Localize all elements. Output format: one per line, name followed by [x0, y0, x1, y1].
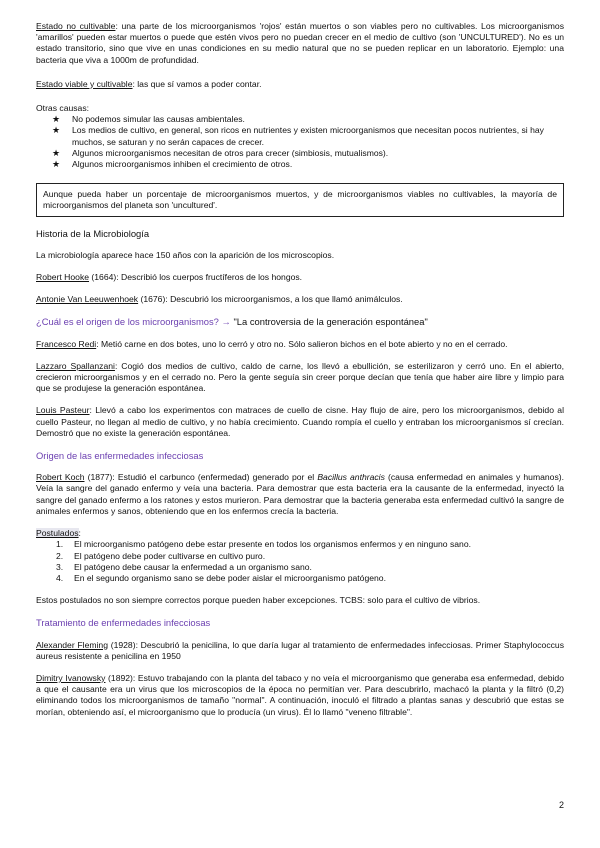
historia-intro: La microbiología aparece hace 150 años con la aparición de los microscopios. [36, 249, 335, 260]
summary-box-text: Aunque pueda haber un porcentaje de microorganismos muertos, y de microorganismos viables no cultivables, la mayoría de microorganismos del planeta son 'uncultured'. [43, 189, 557, 211]
name-koch: Robert Koch [36, 472, 85, 483]
star-icon: ★ [52, 114, 61, 125]
paragraph-viable-cultivable: Estado viable y cultivable: las que sí vamos a poder contar. [36, 78, 262, 89]
paragraph-spallanzani: Lazzaro Spallanzani: Cogió dos medios de cultivo, caldo de carne, los llevó a ebullición, se esterilizaron y cerró uno. En el abierto, crecieron microorganismos y en el cerrado no. Pero la gente seguía sin creer porque decían que tenía que haber aire libre y limpio para que se produjese la generación espontánea. [36, 360, 564, 394]
summary-box [36, 183, 564, 216]
name-fleming: Alexander Fleming [36, 639, 108, 650]
list-item: 4. En el segundo organismo sano se debe poder aislar el microorganismo patógeno. [56, 572, 386, 583]
name-pasteur: Louis Pasteur [36, 405, 90, 416]
term-viable-cultivable: Estado viable y cultivable [36, 78, 133, 89]
otras-causas-label: Otras causas: [36, 103, 90, 114]
name-hooke: Robert Hooke [36, 272, 90, 283]
postulados-list [36, 539, 564, 584]
paragraph-leeuwenhoek: Antonie Van Leeuwenhoek (1676): Descubrió los microorganismos, a los que llamó animálculos. [36, 294, 403, 305]
list-item: 2. El patógeno debe poder cultivarse en cultivo puro. [56, 550, 266, 561]
star-icon: ★ [52, 147, 61, 158]
name-spallanzani: Lazzaro Spallanzani [36, 360, 115, 371]
species-bacillus-anthracis: Bacillus anthracis [317, 472, 385, 483]
list-item: 3. El patógeno debe causar la enfermedad a un organismo sano. [56, 561, 312, 572]
list-item: 1. El microorganismo patógeno debe estar presente en todos los organismos enfermos y en ninguno sano. [56, 539, 471, 550]
paragraph-fleming: Alexander Fleming (1928): Descubrió la penicilina, lo que daría lugar al tratamiento de enfermedades infecciosas. Primer Staphylococcus aureus resistente a penicilina en 1950 [36, 639, 565, 661]
postulados-label: Postulados: [36, 528, 81, 539]
name-leeuwenhoek: Antonie Van Leeuwenhoek [36, 294, 139, 305]
list-item: ★ No podemos simular las causas ambientales. [52, 114, 245, 125]
section-heading-infecciosas: Origen de las enfermedades infecciosas [36, 450, 204, 462]
term-no-cultivable: Estado no cultivable [36, 21, 116, 31]
paragraph-pasteur: Louis Pasteur: Llevó a cabo los experimentos con matraces de cuello de cisne. Hay flujo de aire, pero los microorganismos, debido al cuello Pasteur, no llegan al medio de cultivo, y no había crecimiento. Cuando rompía el cuello y entraban los microorganismos sí crecían. Demostró que no existe la generación espontánea. [36, 405, 564, 438]
document-page [36, 21, 564, 718]
page-number: 2 [558, 800, 564, 810]
paragraph-hooke: Robert Hooke (1664): Describió los cuerpos fructíferos de los hongos. [36, 272, 303, 283]
otras-causas-list [36, 114, 564, 170]
paragraph-no-cultivable: Estado no cultivable: una parte de los microorganismos 'rojos' están muertos o son viables pero no cultivables. Los microorganismos 'amarillos' pueden estar muertos o puede que estén vivos pero no puedan crecer en el medio de cultivo (son 'UNCULTURED'). No es un estado transitorio, sino que vive en unas condiciones en su medio natural que no se pueden replicar en un laboratorio. Ejemplo: una bacteria que viva a 1000m de profundidad. [36, 21, 564, 65]
section-heading-tratamiento: Tratamiento de enfermedades infecciosas [36, 617, 211, 629]
star-icon: ★ [52, 159, 61, 170]
paragraph-ivanovsky: Dimitry Ivanowsky (1892): Estuvo trabajando con la planta del tabaco y no veía el microorganismo que generaba esa enfermedad, debido a que el causante era un virus que los microscopios de la época no permitían ver. Para descubrirlo, machacó la planta y la filtró (0,2) eliminando todos los microorganismos de tamaño "normal". A continuación, inoculó el filtrado a plantas sanas y descubrió que estas se morían, obteniendo así, el microorganismo que lo producía (un virus). Él lo llamó "veneno filtrable". [36, 672, 564, 717]
paragraph-koch: Robert Koch (1877): Estudió el carbunco (enfermedad) generado por el Bacillus anthracis (causa enfermedad en animales y humanos). Veía la sangre del ganado enfermo y veía una bacteria. Para demostrar que esta bacteria era la causante de la enfermedad, inyectó la sangre del ganado enfermo a los ratones y estos murieron. Para demostrar que la bacteria generaba esta enfermedad cultivó la sangre de animales enfermos y sanos, obteniendo que en los enfermos crecía la bacteria. [36, 472, 564, 516]
paragraph-redi: Francesco Redi: Metió carne en dos botes, uno lo cerró y otro no. Sólo salieron bichos en el bote abierto y no en el cerrado. [36, 338, 508, 349]
list-item: ★ Algunos microorganismos necesitan de otros para crecer (simbiosis, mutualismos). [52, 147, 389, 158]
section-heading-historia: Historia de la Microbiología [36, 227, 150, 239]
name-ivanovsky: Dimitry Ivanowsky [36, 672, 106, 683]
star-icon: ★ [52, 125, 61, 136]
list-item: ★ Los medios de cultivo, en general, son ricos en nutrientes y existen microorganismos que necesitan pocos nutrientes, si hay muchos, se saturan y no serán capaces de crecer. [52, 125, 544, 147]
postulados-note: Estos postulados no son siempre correctos porque pueden haber excepciones. TCBS: solo para el cultivo de vibrios. [36, 595, 481, 606]
name-redi: Francesco Redi [36, 338, 97, 349]
list-item: ★ Algunos microorganismos inhiben el crecimiento de otros. [52, 159, 293, 170]
origen-question-heading: ¿Cuál es el origen de los microorganismos? → "La controversia de la generación espontánea" [36, 316, 428, 328]
